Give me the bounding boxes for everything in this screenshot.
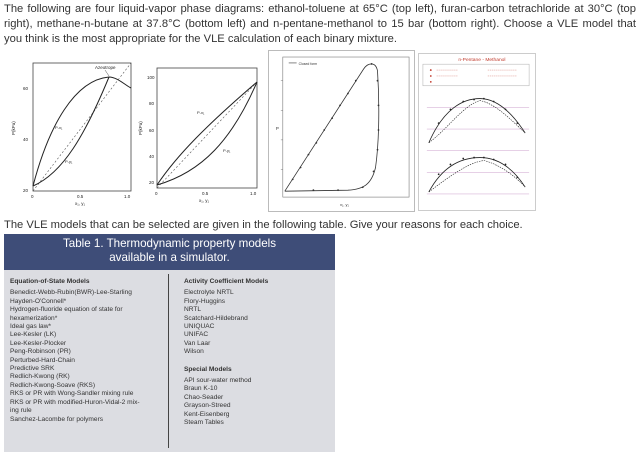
eos-item: Lee-Kesler-Plocker — [10, 339, 67, 347]
activity-models-column — [184, 278, 329, 428]
fig2-curve-label-py: P-y₁ — [223, 148, 231, 153]
figure-n-pentane-methanol — [418, 53, 536, 211]
special-item: Steam Tables — [184, 419, 224, 427]
special-heading: Special Models — [184, 365, 232, 373]
fig2-ytick-20: 20 — [149, 180, 155, 185]
activity-item: UNIFAC — [184, 331, 209, 339]
fig3-ylabel: P — [275, 126, 279, 132]
thermo-models-table — [4, 234, 335, 452]
eos-item: hexamerization* — [10, 314, 58, 322]
fig3-data-points — [292, 63, 380, 191]
column-divider — [168, 274, 169, 448]
eos-item: Sanchez-Lacombe for polymers — [10, 415, 104, 423]
fig1-ylabel: P(kPa) — [11, 121, 16, 135]
activity-item: Scatchard-Hildebrand — [184, 314, 248, 322]
eos-item: Redlich-Kwong-Soave (RKS) — [10, 381, 96, 389]
fig1-xlabel: x₁, y₁ — [75, 201, 86, 206]
fig2-xtick-0: 0 — [155, 191, 158, 196]
special-item: API sour-water method — [184, 377, 252, 385]
fig1-annotation: Azeotrope — [95, 65, 116, 70]
fig3-legend: Closed form — [298, 61, 318, 66]
eos-item: Lee-Kesler (LK) — [10, 331, 57, 339]
fig1-curve-label-py: P-y₁ — [65, 159, 73, 164]
figure-methane-n-butane — [268, 50, 415, 212]
fig2-curve-label-px: P-x₁ — [197, 110, 205, 115]
table-title-line1: Table 1. Thermodynamic property models — [62, 237, 277, 250]
eos-item: ing rule — [10, 407, 32, 415]
eos-item: Perturbed-Hard-Chain — [10, 356, 75, 364]
eos-heading: Equation-of-State Models — [10, 278, 90, 285]
fig2-xtick-1: 1.0 — [250, 191, 257, 196]
fig1-ytick-60: 60 — [23, 86, 29, 91]
activity-item: UNIQUAC — [184, 323, 215, 331]
special-item: Chao-Seader — [184, 393, 224, 401]
special-item: Grayson-Streed — [184, 402, 231, 410]
eos-item: RKS or PR with Wong-Sandler mixing rule — [10, 390, 134, 398]
fig4-legend-marks — [430, 69, 432, 83]
fig1-xtick-1: 1.0 — [124, 194, 131, 199]
special-item: Kent-Eisenberg — [184, 410, 230, 418]
eos-item: Redlich-Kwong (RK) — [10, 373, 70, 381]
fig4-title: n-Pentane - Methanol — [458, 58, 506, 64]
figure-furan-ccl4 — [137, 60, 262, 210]
eos-item: Predictive SRK — [10, 365, 55, 373]
models-intro-text: The VLE models that can be selected are given in the following table. Give your reasons for each choice. — [4, 219, 523, 231]
eos-item: Hydrogen-fluoride equation of state for — [10, 306, 123, 314]
activity-heading: Activity Coefficient Models — [184, 278, 269, 285]
activity-item: Wilson — [184, 348, 204, 356]
fig2-ylabel: P(kPa) — [138, 121, 143, 135]
table-title — [4, 234, 335, 270]
eos-item: Ideal gas law* — [10, 323, 52, 331]
fig2-xtick-05: 0.5 — [202, 191, 209, 196]
eos-models-column — [10, 278, 164, 424]
fig2-xlabel: x₁, y₁ — [199, 198, 210, 203]
fig1-ytick-20: 20 — [23, 188, 29, 193]
eos-item: Hayden-O'Connell* — [10, 297, 67, 305]
fig1-ytick-40: 40 — [23, 137, 29, 142]
activity-item: Electrolyte NRTL — [184, 289, 234, 297]
fig2-ytick-40: 40 — [149, 154, 155, 159]
activity-item: Van Laar — [184, 339, 211, 347]
figure-ethanol-toluene — [5, 55, 135, 210]
fig2-ytick-100: 100 — [147, 75, 155, 80]
fig2-ytick-60: 60 — [149, 128, 155, 133]
eos-item: Benedict-Webb-Rubin(BWR)-Lee-Starling — [10, 289, 132, 297]
table-title-line2: available in a simulator. — [109, 251, 230, 264]
fig3-xlabel: x₁, y₁ — [340, 201, 349, 207]
activity-item: NRTL — [184, 306, 202, 314]
eos-item: Peng-Robinson (PR) — [10, 348, 71, 356]
fig1-curve-label-px: P-x₁ — [55, 125, 63, 130]
fig1-xtick-0: 0 — [31, 194, 34, 199]
activity-item: Flory-Huggins — [184, 297, 226, 305]
intro-paragraph: The following are four liquid-vapor phase diagrams: ethanol-toluene at 65°C (top left), furan-carbon tetrachloride at 30°C (top right), methane-n-butane at 37.8°C (bottom left) and n-pentane-methanol to 15 bar (bottom right). Choose a VLE model that you think is the most appropriate for the VLE calculation of each binary mixture. — [4, 3, 636, 45]
special-item: Braun K-10 — [184, 385, 218, 393]
eos-item: RKS or PR with modified-Huron-Vidal-2 mix- — [10, 398, 140, 406]
fig2-ytick-80: 80 — [149, 101, 155, 106]
fig1-xtick-05: 0.5 — [77, 194, 84, 199]
table-body — [4, 270, 335, 452]
